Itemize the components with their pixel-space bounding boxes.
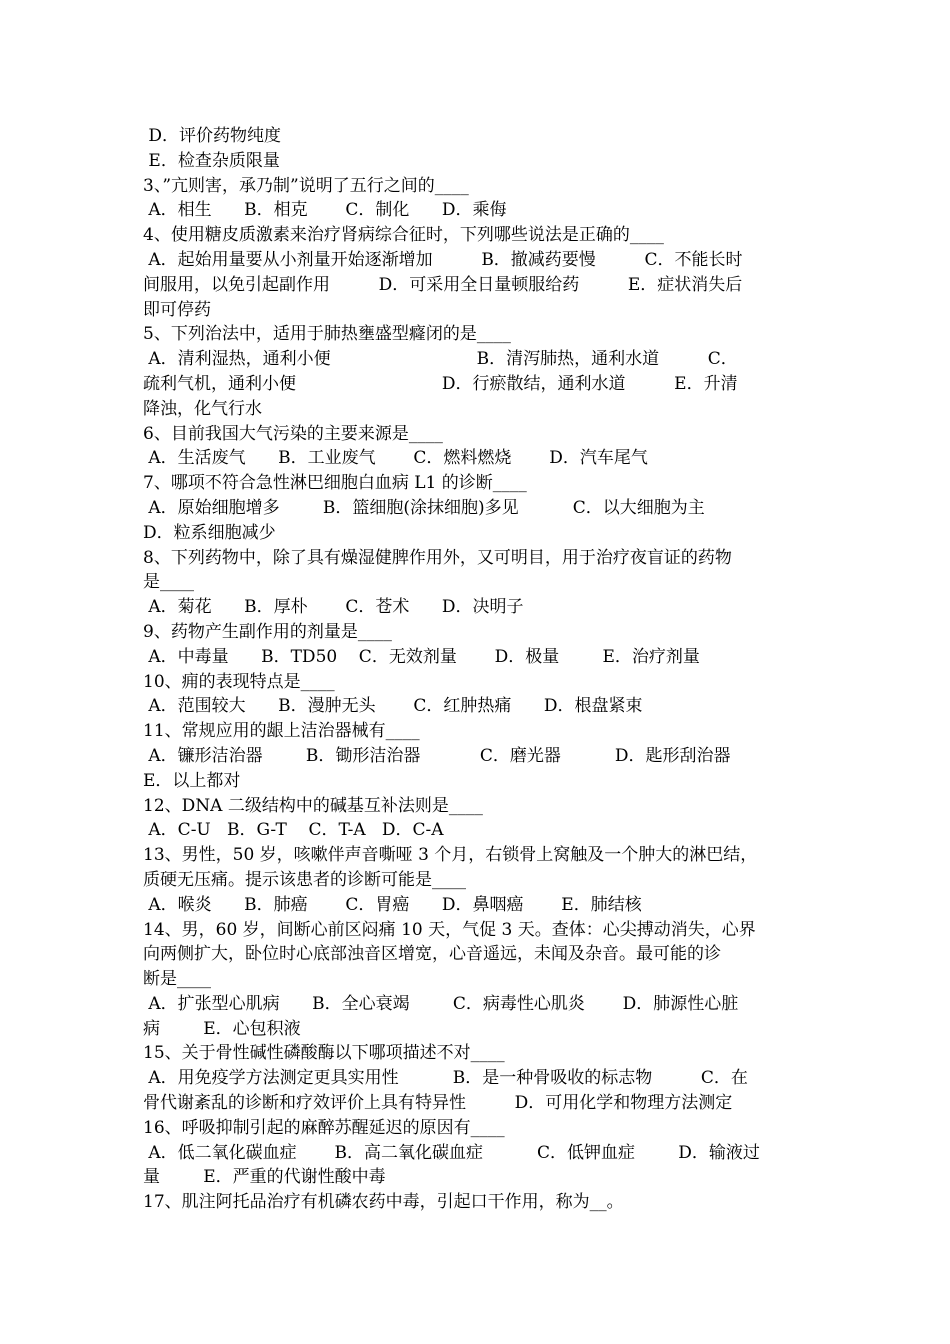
question-7: 7、哪项不符合急性淋巴细胞白血病 L1 的诊断____ bbox=[143, 473, 527, 494]
options-15: A．用免疫学方法测定更具实用性 B．是一种骨吸收的标志物 C．在 bbox=[143, 1068, 748, 1089]
question-8: 8、下列药物中，除了具有燥湿健脾作用外，又可明目，用于治疗夜盲证的药物 bbox=[143, 547, 732, 568]
question-6: 6、目前我国大气污染的主要来源是____ bbox=[143, 423, 443, 444]
options-4: 间服用，以免引起副作用 D．可采用全日量顿服给药 E．症状消失后 bbox=[143, 274, 743, 295]
options-16: A．低二氧化碳血症 B．高二氧化碳血症 C．低钾血症 D．输液过 bbox=[143, 1142, 760, 1163]
options-14: 病 E．心包积液 bbox=[143, 1018, 301, 1039]
question-3: 3、”亢则害，承乃制”说明了五行之间的____ bbox=[143, 175, 469, 196]
text-line: E．检查杂质限量 bbox=[143, 150, 280, 171]
question-5: 5、下列治法中，适用于肺热壅盛型癃闭的是____ bbox=[143, 324, 511, 345]
question-13: 质硬无压痛。提示该患者的诊断可能是____ bbox=[143, 869, 466, 890]
question-8: 是____ bbox=[143, 572, 194, 593]
options-6: A．生活废气 B．工业废气 C．燃料燃烧 D．汽车尾气 bbox=[143, 448, 648, 469]
question-14: 14、男，60 岁，间断心前区闷痛 10 天，气促 3 天。查体：心尖搏动消失，心界 bbox=[143, 919, 756, 940]
options-8: A．菊花 B．厚朴 C．苍术 D．决明子 bbox=[143, 597, 524, 618]
options-11: A．镰形洁治器 B．锄形洁治器 C．磨光器 D．匙形刮治器 bbox=[143, 745, 731, 766]
question-14: 向两侧扩大，卧位时心底部浊音区增宽，心音遥远，未闻及杂音。最可能的诊 bbox=[143, 944, 721, 965]
options-5: 降浊，化气行水 bbox=[143, 398, 262, 419]
question-16: 16、呼吸抑制引起的麻醉苏醒延迟的原因有____ bbox=[143, 1117, 505, 1138]
question-14: 断是____ bbox=[143, 969, 211, 990]
options-13: A．喉炎 B．肺癌 C．胃癌 D．鼻咽癌 E．肺结核 bbox=[143, 894, 642, 915]
options-4: 即可停药 bbox=[143, 299, 211, 320]
text-line: D．评价药物纯度 bbox=[143, 126, 282, 146]
options-14: A．扩张型心肌病 B．全心衰竭 C．病毒性心肌炎 D．肺源性心脏 bbox=[143, 993, 739, 1014]
options-5: A．清利湿热，通利小便 B．清泻肺热，通利水道 C． bbox=[143, 349, 738, 370]
options-11: E．以上都对 bbox=[143, 770, 241, 791]
options-10: A．范围较大 B．漫肿无头 C．红肿热痛 D．根盘紧束 bbox=[143, 696, 643, 717]
options-7: D．粒系细胞减少 bbox=[143, 522, 276, 543]
question-15: 15、关于骨性碱性磷酸酶以下哪项描述不对____ bbox=[143, 1043, 505, 1064]
question-13: 13、男性，50 岁，咳嗽伴声音嘶哑 3 个月，右锁骨上窝触及一个肿大的淋巴结， bbox=[143, 845, 758, 866]
options-12: A．C-U B．G-T C．T-A D．C-A bbox=[143, 820, 444, 841]
options-7: A．原始细胞增多 B．篮细胞(涂抹细胞)多见 C．以大细胞为主 bbox=[143, 497, 705, 518]
document-page bbox=[143, 124, 809, 1215]
options-9: A．中毒量 B．TD50 C．无效剂量 D．极量 E．治疗剂量 bbox=[143, 646, 700, 667]
question-17: 17、肌注阿托品治疗有机磷农药中毒，引起口干作用，称为__。 bbox=[143, 1192, 624, 1213]
question-11: 11、常规应用的龈上洁治器械有____ bbox=[143, 721, 420, 742]
question-9: 9、药物产生副作用的剂量是____ bbox=[143, 621, 392, 642]
options-16: 量 E．严重的代谢性酸中毒 bbox=[143, 1167, 386, 1188]
question-10: 10、痈的表现特点是____ bbox=[143, 671, 335, 692]
options-15: 骨代谢紊乱的诊断和疗效评价上具有特异性 D．可用化学和物理方法测定 bbox=[143, 1093, 733, 1114]
question-4: 4、使用糖皮质激素来治疗肾病综合征时，下列哪些说法是正确的____ bbox=[143, 225, 664, 246]
options-5: 疏利气机，通利小便 D．行瘀散结，通利水道 E．升清 bbox=[143, 373, 738, 394]
options-4: A．起始用量要从小剂量开始逐渐增加 B．撤减药要慢 C．不能长时 bbox=[143, 249, 743, 270]
question-12: 12、DNA 二级结构中的碱基互补法则是____ bbox=[143, 795, 483, 816]
options-3: A．相生 B．相克 C．制化 D．乘侮 bbox=[143, 200, 507, 221]
